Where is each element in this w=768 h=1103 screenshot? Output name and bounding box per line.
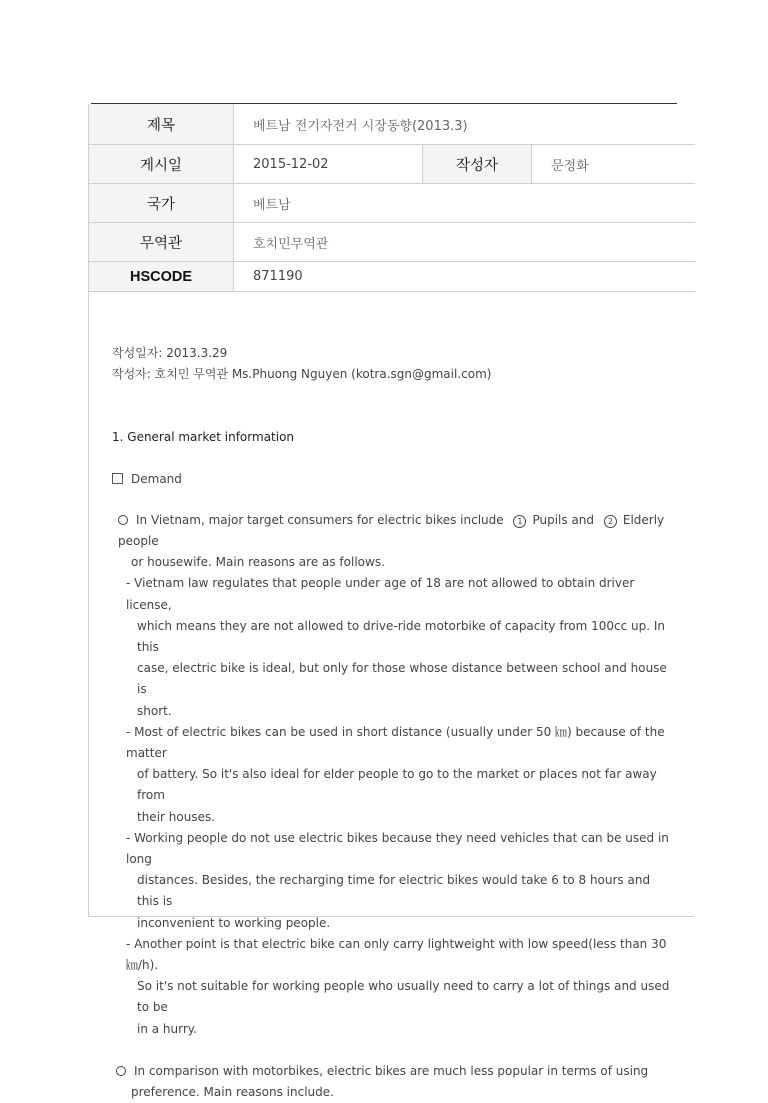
country-label: 국가	[89, 184, 234, 223]
circled-number-2-icon: 2	[604, 515, 617, 528]
demand-label: Demand	[131, 471, 182, 486]
office-value: 호치민무역관	[234, 223, 695, 262]
title-label: 제목	[89, 104, 234, 145]
bullet-item	[118, 573, 672, 721]
paragraph-consumers-line1	[118, 510, 672, 552]
bullet-line: inconvenient to working people.	[137, 915, 331, 930]
country-value: 베트남	[234, 184, 695, 223]
author-value: 문정화	[532, 145, 695, 184]
bullet-item	[118, 722, 672, 828]
hscode-label: HSCODE	[89, 262, 234, 292]
paragraph-consumers-line2: or housewife. Main reasons are as follows.	[131, 555, 385, 570]
office-label: 무역관	[89, 223, 234, 262]
written-by: 작성자: 호치민 무역관 Ms.Phuong Nguyen (kotra.sgn@gmail.com)	[112, 367, 492, 382]
paragraph-consumers	[112, 510, 672, 1040]
bullet-line: which means they are not allowed to drive-ride motorbike of capacity from 100cc up. In this	[137, 618, 665, 655]
demand-heading	[112, 469, 672, 490]
consumers-intro: In Vietnam, major target consumers for electric bikes include	[136, 512, 504, 527]
section-title: 1. General market information	[112, 430, 295, 445]
circle-bullet-icon	[116, 1066, 126, 1076]
paragraph-comparison-line1	[116, 1061, 672, 1082]
meta-row-country	[89, 184, 695, 223]
date-value: 2015-12-02	[234, 145, 423, 184]
meta-table	[88, 104, 695, 292]
hscode-value: 871190	[234, 262, 695, 292]
written-date: 작성일자: 2013.3.29	[112, 346, 228, 360]
bullet-line: case, electric bike is ideal, but only for those whose distance between school and house is	[137, 661, 667, 697]
bullet-line: in a hurry.	[137, 1021, 197, 1036]
bullet-line: their houses.	[137, 809, 216, 824]
bullet-first-line: - Most of electric bikes can be used in short distance (usually under 50 ㎞) because of the matter	[126, 724, 665, 761]
bullet-item	[118, 828, 672, 934]
comparison-text: In comparison with motorbikes, electric bikes are much less popular in terms of using	[134, 1063, 649, 1078]
author-label: 작성자	[423, 145, 532, 184]
circle-bullet-icon	[118, 515, 128, 525]
meta-row-office	[89, 223, 695, 262]
bullet-line: So it's not suitable for working people who usually need to carry a lot of things and used to be	[137, 979, 670, 1015]
paragraph-comparison	[112, 1061, 672, 1103]
title-value: 베트남 전기자전거 시장동향(2013.3)	[234, 104, 695, 145]
bullet-line: distances. Besides, the recharging time for electric bikes would take 6 to 8 hours and this is	[137, 873, 651, 909]
bullet-first-line: - Another point is that electric bike can only carry lightweight with low speed(less than 30 ㎞/h).	[126, 936, 667, 973]
meta-row-hscode	[89, 262, 695, 292]
bullet-first-line: - Vietnam law regulates that people under age of 18 are not allowed to obtain driver license,	[126, 576, 635, 612]
bullet-line: short.	[137, 703, 172, 718]
consumers-item1: Pupils and	[532, 512, 595, 527]
document-body	[112, 343, 672, 1103]
circled-number-1-icon: 1	[513, 515, 526, 528]
date-label: 게시일	[89, 145, 234, 184]
paragraph-comparison-line2: preference. Main reasons include.	[131, 1085, 334, 1100]
meta-row-title	[89, 104, 695, 145]
bullet-line: of battery. So it's also ideal for elder people to go to the market or places not far away from	[137, 767, 657, 803]
meta-row-date	[89, 145, 695, 184]
bullet-first-line: - Working people do not use electric bikes because they need vehicles that can be used in long	[126, 830, 669, 867]
consumers-item2: Elderly people	[118, 512, 665, 549]
square-bullet-icon	[112, 473, 123, 484]
